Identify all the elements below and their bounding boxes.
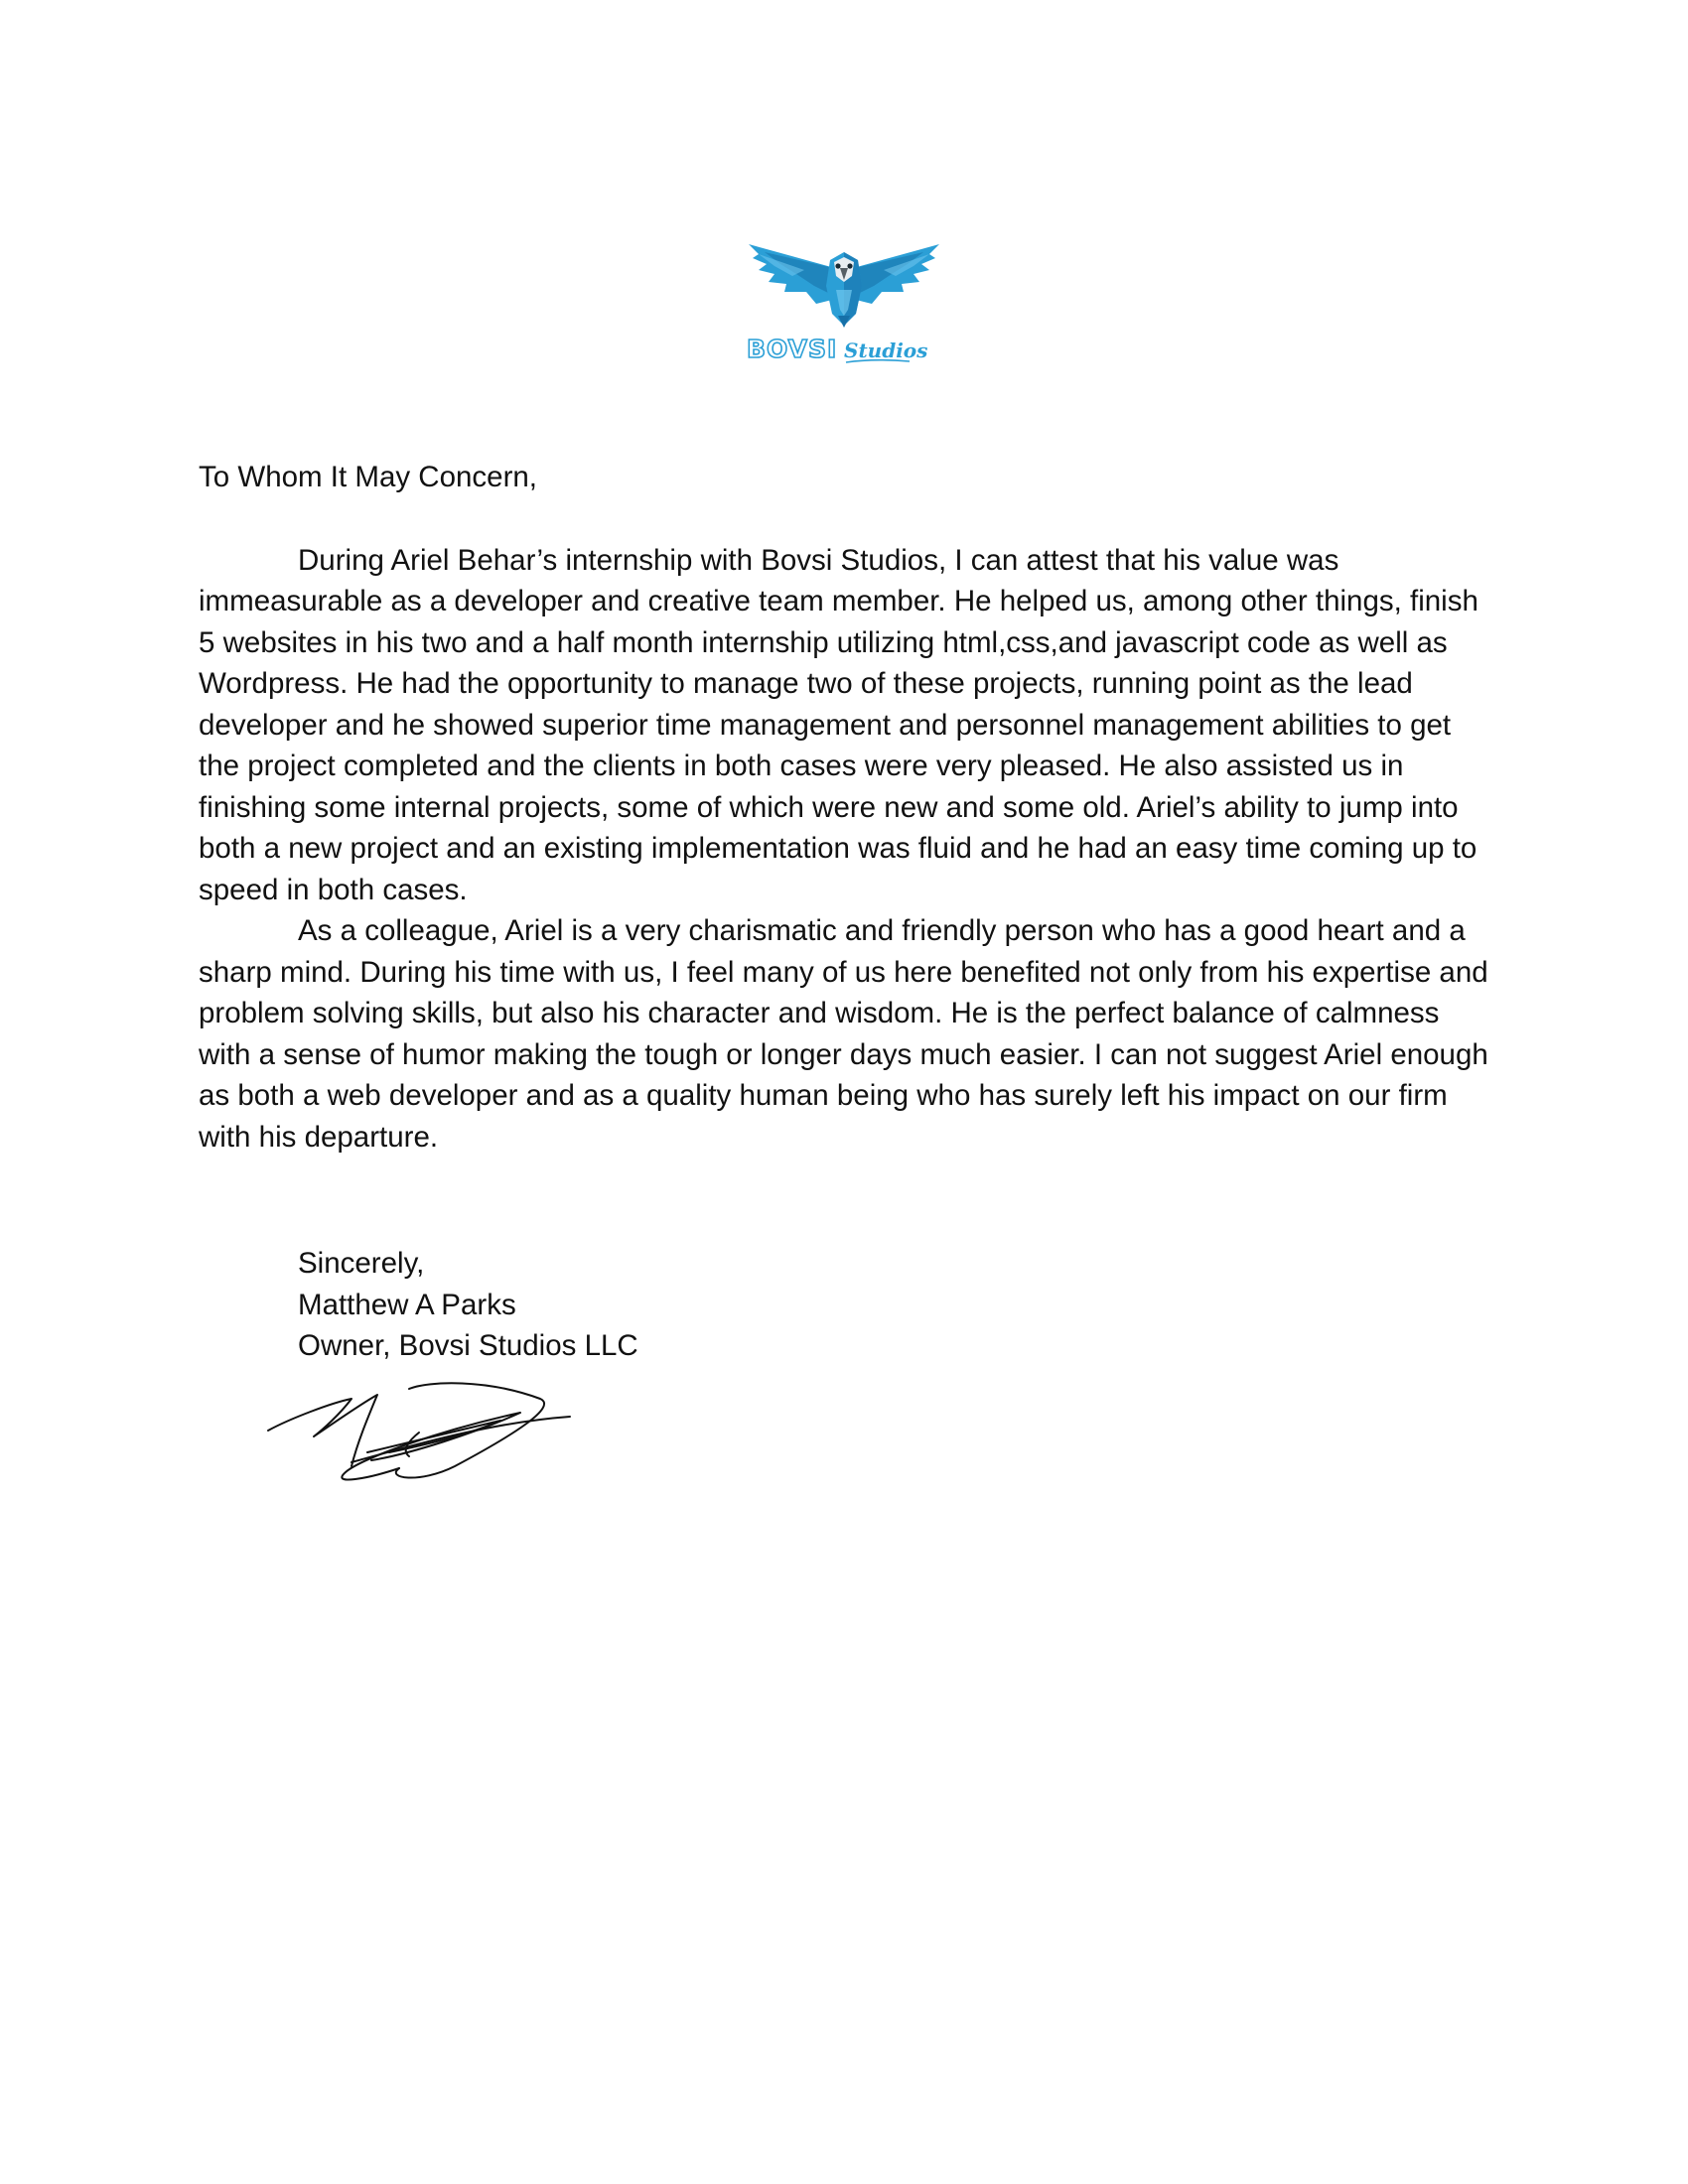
closing-block bbox=[298, 1243, 638, 1367]
closing-text: Sincerely, bbox=[298, 1247, 425, 1280]
signature-icon bbox=[260, 1375, 588, 1499]
logo-brand-text: BOVSI bbox=[747, 335, 838, 363]
logo-suffix-text: Studios bbox=[844, 339, 928, 362]
paragraph-colleague: As a colleague, Ariel is a very charismatic and friendly person who has a good heart and a sharp mind. During his time with us, I feel many of us here benefited not only from his expertise and problem solving skills, but also his character and wisdom. He is the perfect balance of calmness with a sense of humor making the tough or longer days much easier. I can not suggest Ariel enough as both a web developer and as a quality human being who has surely left his impact on our firm with his departure. bbox=[199, 914, 1488, 1154]
bovsi-studios-logo bbox=[745, 230, 943, 369]
handwritten-signature bbox=[260, 1375, 588, 1499]
signer-name: Matthew A Parks bbox=[298, 1288, 516, 1321]
signer-title: Owner, Bovsi Studios LLC bbox=[298, 1329, 638, 1362]
owl-logo-icon bbox=[745, 230, 943, 369]
letter-body bbox=[199, 457, 1499, 1158]
paragraph-internship: During Ariel Behar’s internship with Bovsi Studios, I can attest that his value was immeasurable as a developer and creative team member. He helped us, among other things, finish 5 websites in his two and a half month internship utilizing html,css,and javascript code as well as Wordpress. He had the opportunity to manage two of these projects, running point as the lead developer and he showed superior time management and personnel management abilities to get the project completed and the clients in both cases were very pleased. He also assisted us in finishing some internal projects, some of which were new and some old. Ariel’s ability to jump into both a new project and an existing implementation was fluid and he had an easy time coming up to speed in both cases. bbox=[199, 543, 1478, 906]
salutation: To Whom It May Concern, bbox=[199, 461, 537, 493]
